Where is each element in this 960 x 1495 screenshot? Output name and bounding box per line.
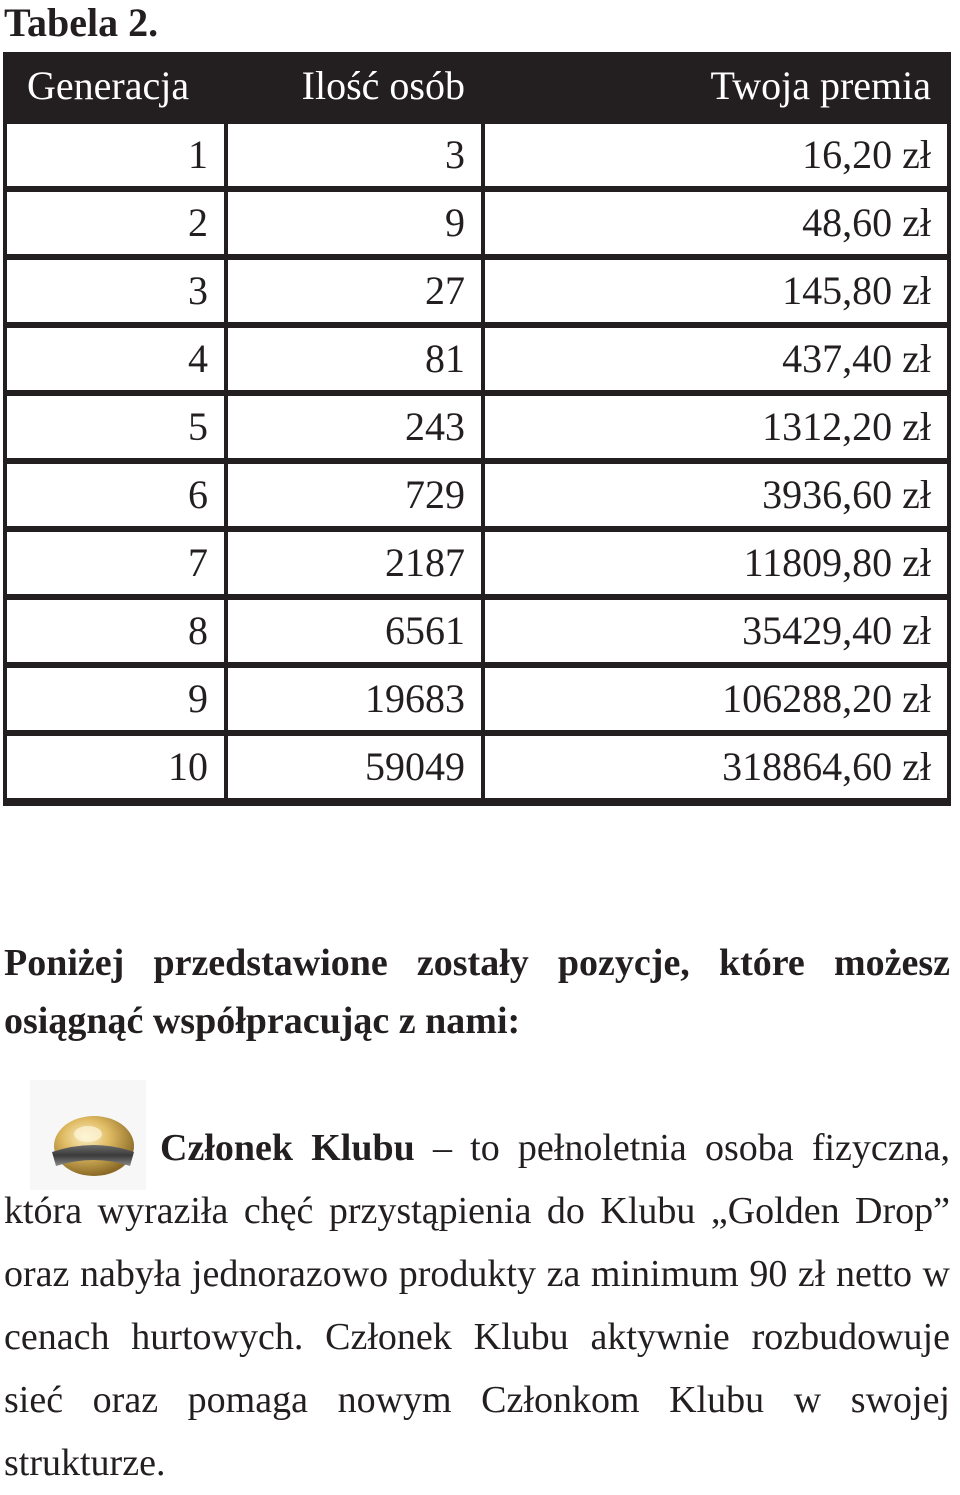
cell-people-count: 59049 xyxy=(228,736,481,798)
cell-generation: 10 xyxy=(7,736,224,798)
table-row xyxy=(3,120,951,188)
cell-people-count: 81 xyxy=(228,328,481,390)
cell-people-count: 27 xyxy=(228,260,481,322)
cell-people-count: 19683 xyxy=(228,668,481,730)
cell-generation: 4 xyxy=(7,328,224,390)
intro-text: Poniżej przedstawione zostały pozycje, które możesz osiągnąć współpracując z nami: xyxy=(4,942,950,1042)
table-row xyxy=(3,732,951,800)
cell-people-count: 729 xyxy=(228,464,481,526)
cell-bonus: 145,80 zł xyxy=(485,260,947,322)
table-row xyxy=(3,324,951,392)
cell-generation: 8 xyxy=(7,600,224,662)
table-row xyxy=(3,256,951,324)
cell-generation: 1 xyxy=(7,124,224,186)
table-caption: Tabela 2. xyxy=(4,0,159,45)
cell-people-count: 3 xyxy=(228,124,481,186)
header-bonus: Twoja premia xyxy=(710,63,931,108)
cell-bonus: 106288,20 zł xyxy=(485,668,947,730)
cell-generation: 5 xyxy=(7,396,224,458)
cell-generation: 6 xyxy=(7,464,224,526)
table-row xyxy=(3,460,951,528)
cell-bonus: 16,20 zł xyxy=(485,124,947,186)
cell-generation: 2 xyxy=(7,192,224,254)
member-text: – to pełnoletnia osoba fizyczna, która wyraziła chęć przystąpienia do Klubu „Golden Drop” oraz nabyła jednorazowo produkty za minimum 90 zł netto w cenach hurtowych. Członek Klubu aktywnie rozbudowuje sieć oraz pomaga nowym Członkom Klubu w swojej strukturze. xyxy=(4,1127,951,1484)
cell-people-count: 6561 xyxy=(228,600,481,662)
table-header-row xyxy=(3,52,951,120)
table-row xyxy=(3,392,951,460)
member-title: Członek Klubu xyxy=(160,1127,415,1169)
cell-generation: 9 xyxy=(7,668,224,730)
cell-bonus: 48,60 zł xyxy=(485,192,947,254)
table-row xyxy=(3,528,951,596)
cell-people-count: 2187 xyxy=(228,532,481,594)
table-row xyxy=(3,596,951,664)
member-description xyxy=(4,1117,950,1495)
cell-bonus: 11809,80 zł xyxy=(485,532,947,594)
bonus-table xyxy=(3,52,951,806)
cell-generation: 3 xyxy=(7,260,224,322)
header-people-count: Ilość osób xyxy=(301,63,465,108)
table-row xyxy=(3,188,951,256)
cell-bonus: 3936,60 zł xyxy=(485,464,947,526)
header-generation: Generacja xyxy=(27,63,190,108)
cell-bonus: 35429,40 zł xyxy=(485,600,947,662)
table-row xyxy=(3,664,951,732)
cell-bonus: 1312,20 zł xyxy=(485,396,947,458)
cell-bonus: 318864,60 zł xyxy=(485,736,947,798)
cell-bonus: 437,40 zł xyxy=(485,328,947,390)
cell-generation: 7 xyxy=(7,532,224,594)
cell-people-count: 243 xyxy=(228,396,481,458)
cell-people-count: 9 xyxy=(228,192,481,254)
